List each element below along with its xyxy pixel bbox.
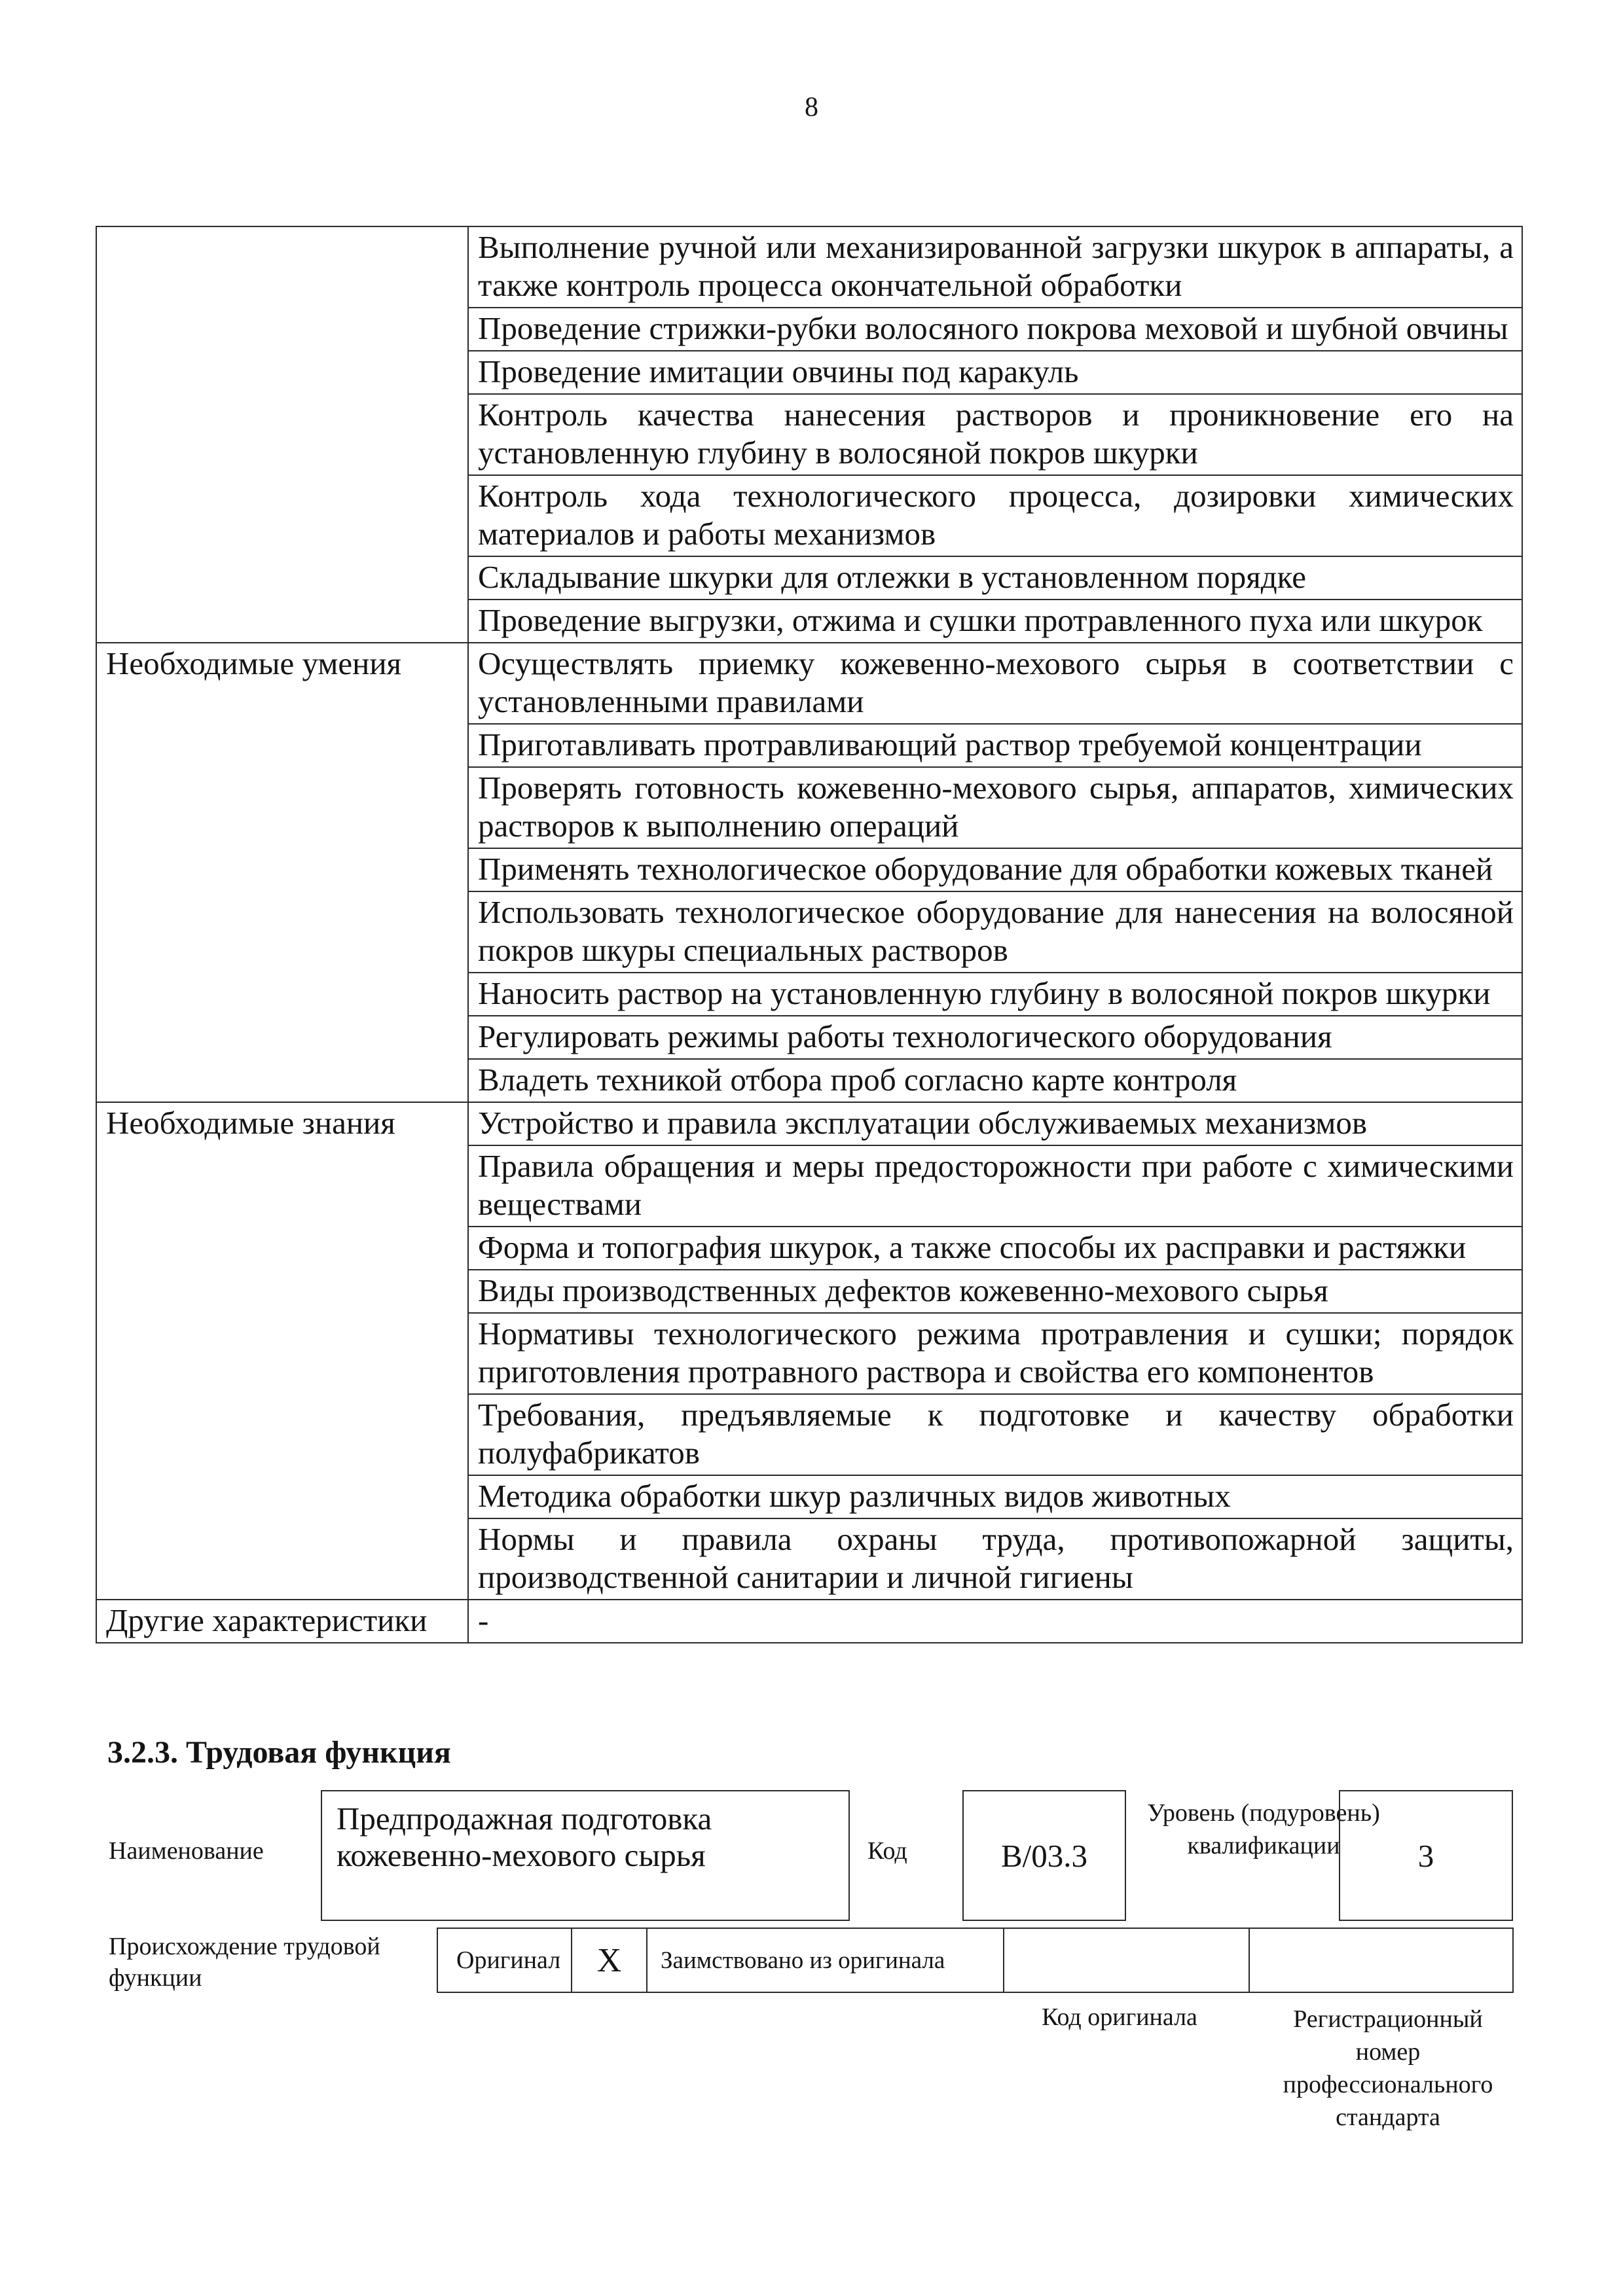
origin-label [109,1931,423,1994]
table-cell: Методика обработки шкур различных видов животных [468,1475,1522,1518]
borrowed-label: Заимствовано из оригинала [647,1929,1004,1992]
code-label: Код [867,1837,907,1865]
reg-number-cell [1250,1929,1512,1992]
table-cell: Устройство и правила эксплуатации обслуживаемых механизмов [468,1102,1522,1145]
code-value-box: В/03.3 [962,1790,1126,1921]
reg-number-caption: Регистрационный номер профессионального стандарта [1283,2005,1493,2131]
table-cell: Форма и топография шкурок, а также способы их расправки и растяжки [468,1227,1522,1270]
name-value-box: Предпродажная подготовка кожевенно-мехового сырья [321,1790,850,1921]
table-cell: Применять технологическое оборудование для обработки кожевых тканей [468,848,1522,891]
row-group-label: Другие характеристики [96,1600,468,1643]
table-cell: Приготавливать протравливающий раствор требуемой концентрации [468,724,1522,767]
page-number: 8 [805,92,818,122]
labor-function-table [96,226,1523,1643]
table-cell: Регулировать режимы работы технологического оборудования [468,1016,1522,1059]
original-mark: X [572,1929,647,1992]
table-cell: Виды производственных дефектов кожевенно-мехового сырья [468,1270,1522,1313]
table-cell: Контроль хода технологического процесса, дозировки химических материалов и работы механизмов [468,475,1522,556]
table-cell: Использовать технологическое оборудование для нанесения на волосяной покров шкуры специальных растворов [468,891,1522,973]
table-cell: Проведение имитации овчины под каракуль [468,351,1522,394]
table-cell: Нормы и правила охраны труда, противопожарной защиты, производственной санитарии и личной гигиены [468,1518,1522,1600]
table-row [96,643,1522,724]
table-row [96,226,1522,308]
qualification-level-label: Уровень (подуровень) квалификации [1147,1799,1380,1859]
row-group-label [96,226,468,643]
table-cell: Правила обращения и меры предосторожности при работе с химическими веществами [468,1145,1522,1227]
code-original-caption: Код оригинала [1042,2003,1197,2031]
table-cell: Проведение стрижки-рубки волосяного покрова меховой и шубной овчины [468,308,1522,351]
row-group-label: Необходимые знания [96,1102,468,1600]
name-label: Наименование [109,1837,264,1865]
origin-row [437,1928,1514,1993]
table-cell: Нормативы технологического режима протравления и сушки; порядок приготовления протравного раствора и свойства его компонентов [468,1313,1522,1394]
original-label: Оригинал [438,1929,572,1992]
table-cell: Складывание шкурки для отлежки в установленном порядке [468,556,1522,600]
qualification-level-box: 3 [1339,1790,1513,1921]
table-cell: Проверять готовность кожевенно-мехового сырья, аппаратов, химических растворов к выполнению операций [468,767,1522,848]
table-cell: Владеть техникой отбора проб согласно карте контроля [468,1059,1522,1102]
table-cell: Контроль качества нанесения растворов и проникновение его на установленную глубину в волосяной покров шкурки [468,394,1522,475]
table-cell: - [468,1600,1522,1643]
section-title: 3.2.3. Трудовая функция [107,1735,451,1770]
table-cell: Выполнение ручной или механизированной загрузки шкурок в аппараты, а также контроль процесса окончательной обработки [468,226,1522,308]
origin-label-text: Происхождение трудовой функции [109,1933,380,1992]
table-cell: Осуществлять приемку кожевенно-мехового сырья в соответствии с установленными правилами [468,643,1522,724]
code-original-cell [1004,1929,1250,1992]
table-row [96,1102,1522,1145]
row-group-label: Необходимые умения [96,643,468,1102]
table-cell: Требования, предъявляемые к подготовке и качеству обработки полуфабрикатов [468,1394,1522,1475]
table-cell: Проведение выгрузки, отжима и сушки протравленного пуха или шкурок [468,600,1522,643]
table-cell: Наносить раствор на установленную глубину в волосяной покров шкурки [468,973,1522,1016]
table-row [96,1600,1522,1643]
